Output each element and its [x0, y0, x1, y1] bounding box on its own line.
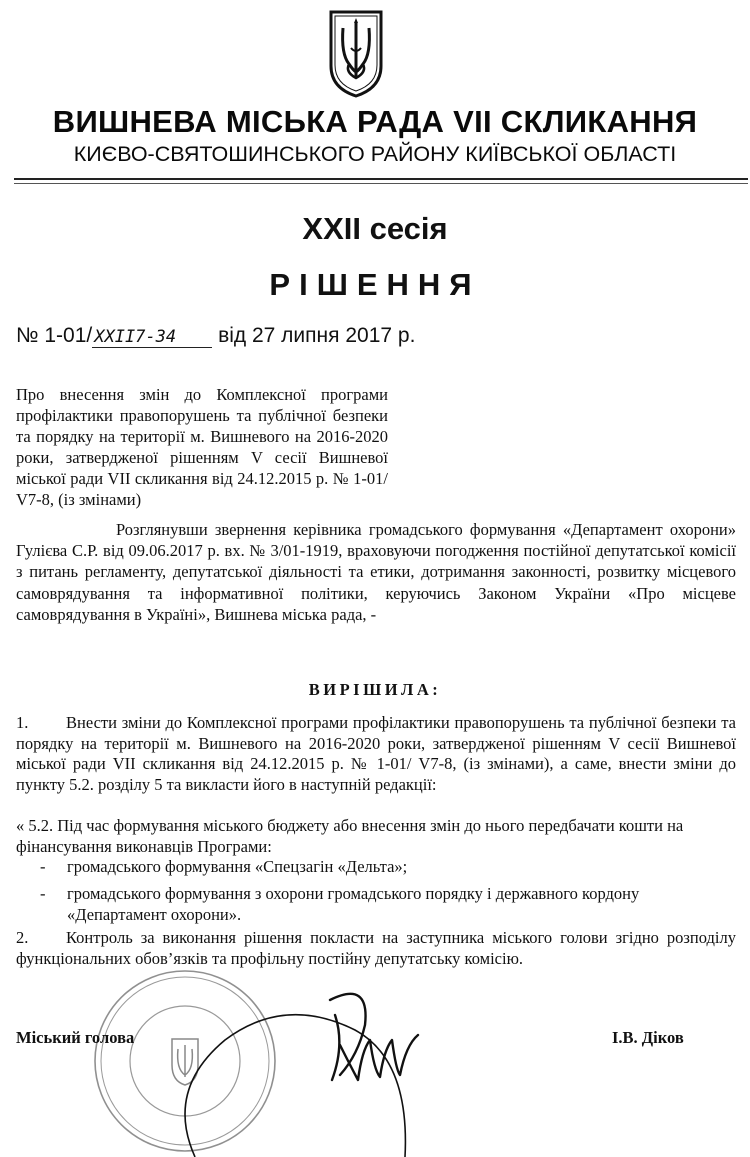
- bullet-text: громадського формування «Спецзагін «Дельта»;: [67, 857, 408, 876]
- org-region: КИЄВО-СВЯТОШИНСЬКОГО РАЙОНУ КИЇВСЬКОЇ ОБЛАСТІ: [73, 142, 677, 166]
- preamble: Розглянувши звернення керівника громадського формування «Департамент охорони» Гулієва С.Р. від 09.06.2017 р. вх. № 3/01-1919, враховуючи погодження постійної депутатської комісії з питань регламенту, депутатської діяльності та етики, дотримання законності, розвитку місцевого самоврядування та інформативної політики, керуючись Законом України «Про місцеве самоврядування в Україні», Вишнева міська рада, -: [16, 520, 736, 624]
- list-item: [16, 884, 736, 925]
- handwritten-number: XXII7-34: [92, 325, 212, 348]
- list-item: [16, 857, 736, 878]
- signatory-position: Міський голова: [16, 1028, 135, 1047]
- item-number: 1.: [16, 713, 29, 732]
- bullet-dash: -: [40, 857, 46, 876]
- decision-number-line: [16, 324, 415, 348]
- handwritten-signature: [310, 985, 430, 1095]
- item-text: Контроль за виконання рішення покласти на заступника міського голови згідно розподілу функціональних обов’язків та профільну постійну депутатську комісію.: [16, 928, 736, 968]
- list-item: [16, 713, 736, 795]
- item-text: Внести зміни до Комплексної програми профілактики правопорушень та публічної безпеки та порядку на території м. Вишневого на 2016-2020 роки, затвердженої рішенням V сесії Вишневої міської ради VII скликання від 24.12.2015 р. № 1-01/ V7-8, (із змінами), а саме, внести зміни до пункту 5.2. розділу 5 та викласти його в наступній редакції:: [16, 713, 736, 794]
- signatory-name: І.В. Діков: [612, 1028, 684, 1047]
- bullet-dash: -: [40, 884, 46, 903]
- header-divider-thin: [14, 183, 748, 184]
- quoted-clause: « 5.2. Під час формування міського бюджету або внесення змін до нього передбачати кошти на фінансування виконавців Програми:: [16, 816, 684, 856]
- number-prefix: № 1-01/: [16, 324, 93, 347]
- session-title: XXII сесія: [302, 211, 448, 246]
- org-name: ВИШНЕВА МІСЬКА РАДА VII СКЛИКАННЯ: [52, 104, 698, 139]
- decision-title: Про внесення змін до Комплексної програми профілактики правопорушень та публічної безпеки та порядку на території м. Вишневого на 2016-2020 роки, затвердженої рішенням V сесії Вишневої міської ради VII скликання від 24.12.2015 р. № 1-01/ V7-8, (із змінами): [16, 385, 388, 509]
- resolved-heading: ВИРІШИЛА:: [308, 680, 442, 699]
- document-type: РІШЕННЯ: [269, 267, 481, 302]
- trident-coat-of-arms-icon: [327, 8, 385, 98]
- list-item: [16, 928, 736, 969]
- header-divider: [14, 178, 748, 180]
- bullet-text: громадського формування з охорони громадського порядку і державного кордону «Департамент охорони».: [67, 884, 640, 924]
- decision-date: від 27 липня 2017 р.: [218, 324, 416, 347]
- item-number: 2.: [16, 928, 29, 947]
